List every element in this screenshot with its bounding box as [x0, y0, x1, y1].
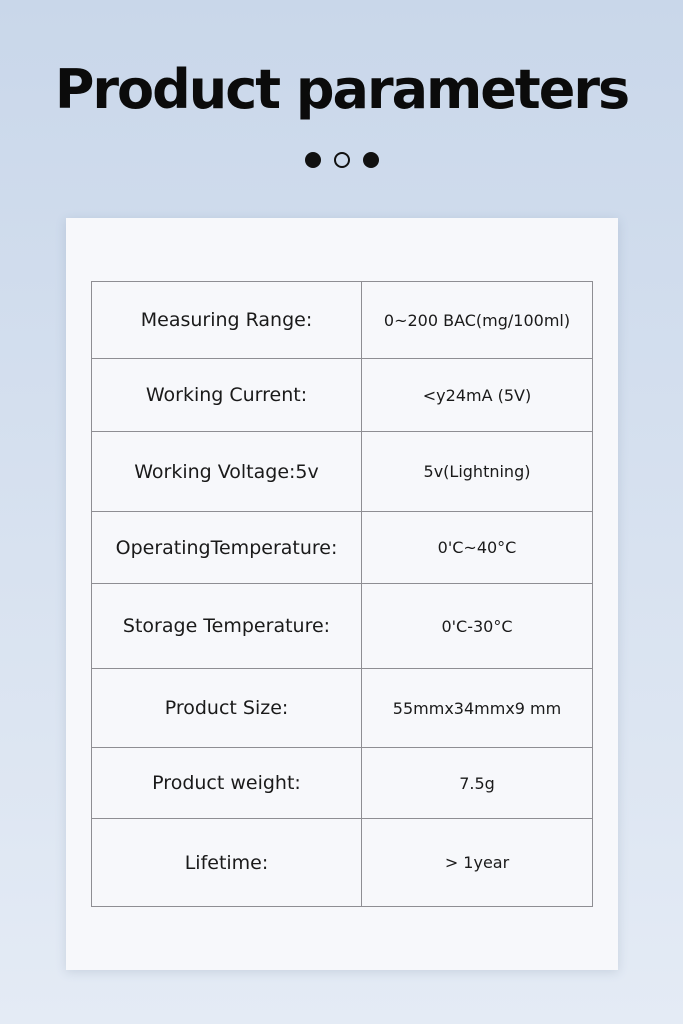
table-row [92, 282, 593, 359]
table-row [92, 432, 593, 512]
page-title: Product parameters [54, 58, 629, 121]
indicator-dot-filled [305, 152, 321, 168]
row-value: 0'C-30°C [362, 584, 593, 669]
row-label: OperatingTemperature: [92, 512, 362, 584]
carousel-indicator [0, 152, 683, 168]
row-label: Working Current: [92, 359, 362, 432]
indicator-dot-hollow [334, 152, 350, 168]
parameters-table [91, 281, 593, 907]
row-value: 0~200 BAC(mg/100ml) [362, 282, 593, 359]
row-label: Product Size: [92, 669, 362, 748]
table-row [92, 669, 593, 748]
row-label: Storage Temperature: [92, 584, 362, 669]
row-value: 55mmx34mmx9 mm [362, 669, 593, 748]
table-row [92, 748, 593, 819]
row-label: Lifetime: [92, 819, 362, 907]
row-value: 0'C~40°C [362, 512, 593, 584]
table-row [92, 819, 593, 907]
indicator-dot-filled [363, 152, 379, 168]
row-label: Working Voltage:5v [92, 432, 362, 512]
table-row [92, 359, 593, 432]
row-label: Measuring Range: [92, 282, 362, 359]
parameters-card [66, 218, 618, 970]
row-value: 5v(Lightning) [362, 432, 593, 512]
row-value: > 1year [362, 819, 593, 907]
row-value: 7.5g [362, 748, 593, 819]
row-value: <y24mA (5V) [362, 359, 593, 432]
row-label: Product weight: [92, 748, 362, 819]
table-row [92, 512, 593, 584]
table-row [92, 584, 593, 669]
